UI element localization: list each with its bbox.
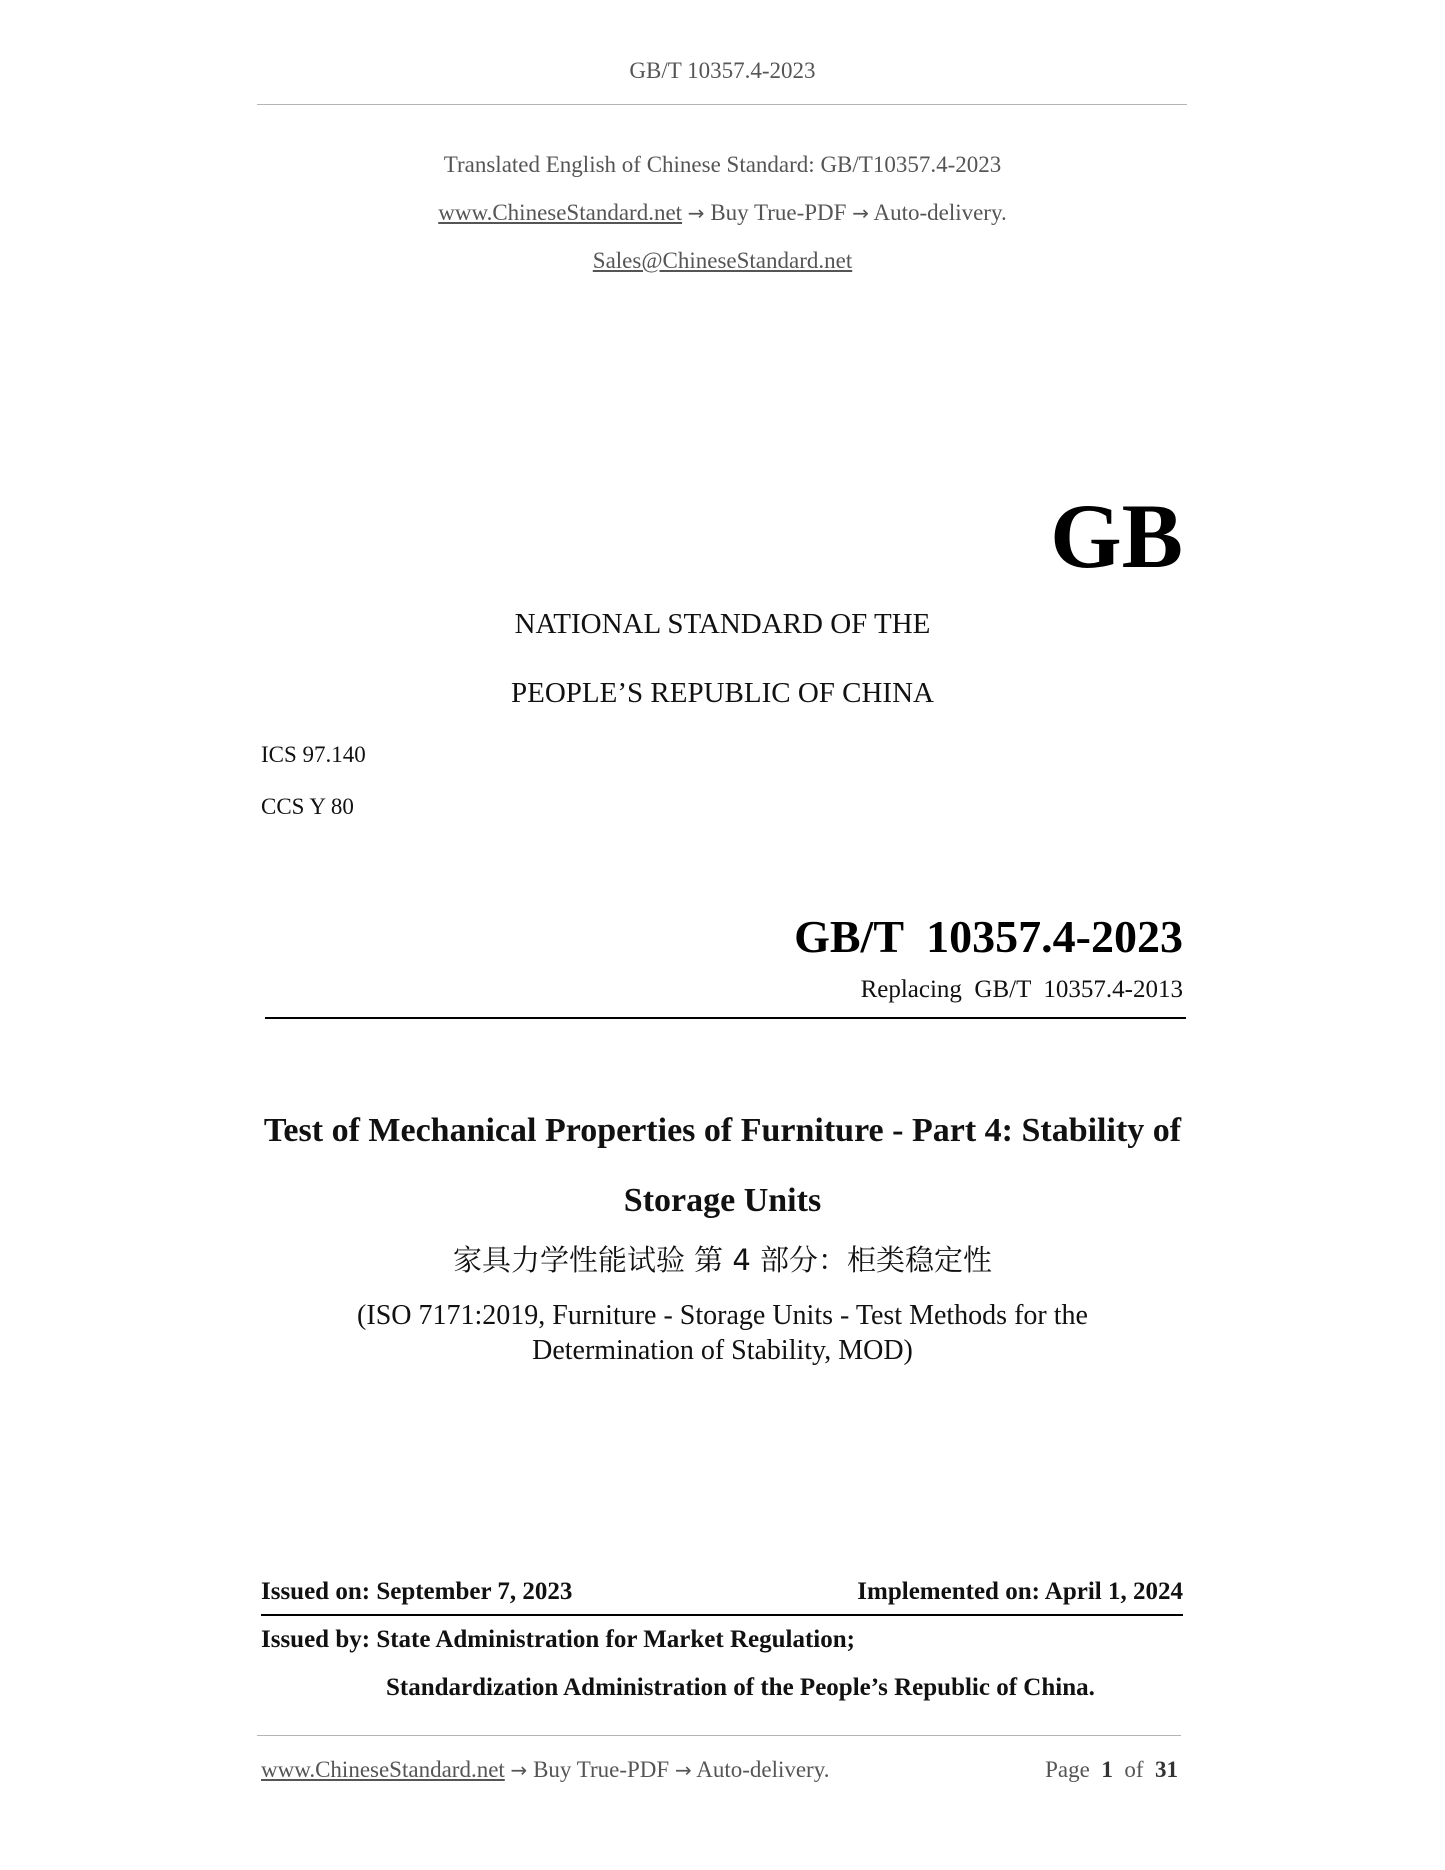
implemented-on-date: Implemented on: April 1, 2024 <box>857 1578 1183 1605</box>
arrow-right-icon: → <box>852 201 869 225</box>
ics-code: ICS 97.140 <box>261 742 366 767</box>
translation-notice: Translated English of Chinese Standard: GB/T10357.4-2023 <box>443 152 1002 177</box>
page-total: 31 <box>1155 1757 1178 1782</box>
national-standard-line: NATIONAL STANDARD OF THE <box>514 608 931 640</box>
arrow-right-icon: → <box>674 1758 692 1782</box>
ccs-code: CCS Y 80 <box>261 794 354 819</box>
issuer-line-1: Issued by: State Administration for Market Regulation; <box>261 1626 855 1653</box>
buy-true-pdf-text: Buy True-PDF <box>710 200 847 225</box>
country-line: PEOPLE’S REPUBLIC OF CHINA <box>511 677 934 709</box>
footer-buy-text: Buy True-PDF <box>533 1757 670 1782</box>
footer-divider <box>257 1735 1181 1736</box>
replacing-note: Replacing GB/T 10357.4-2013 <box>860 976 1183 1003</box>
promo-line <box>0 200 1445 226</box>
page-indicator <box>1045 1757 1178 1783</box>
standard-number-divider <box>265 1017 1186 1019</box>
running-header: GB/T 10357.4-2023 <box>629 58 816 83</box>
iso-reference: (ISO 7171:2019, Furniture - Storage Units - Test Methods for the Determination of Stability, MOD) <box>357 1300 1088 1366</box>
english-title: Test of Mechanical Properties of Furniture - Part 4: Stability of Storage Units <box>263 1112 1182 1219</box>
page-number: 1 <box>1101 1757 1113 1782</box>
footer-promo <box>261 1757 829 1783</box>
footer-site-link[interactable]: www.ChineseStandard.net <box>261 1757 505 1782</box>
chinese-title: 家具力学性能试验 第 4 部分：柜类稳定性 <box>452 1243 993 1277</box>
gb-mark: GB <box>1050 485 1183 587</box>
site-link[interactable]: www.ChineseStandard.net <box>438 200 683 225</box>
issuer-line-2: Standardization Administration of the People’s Republic of China. <box>386 1674 1095 1701</box>
page-label: Page <box>1045 1757 1090 1782</box>
standard-number: GB/T 10357.4-2023 <box>794 911 1183 962</box>
header-divider <box>257 104 1187 105</box>
arrow-right-icon: → <box>510 1758 528 1782</box>
email-line <box>0 248 1445 274</box>
issue-divider <box>261 1614 1183 1616</box>
arrow-right-icon: → <box>687 201 705 225</box>
issued-on-date: Issued on: September 7, 2023 <box>261 1578 573 1605</box>
footer-delivery-text: Auto-delivery. <box>696 1757 830 1782</box>
email-link[interactable]: Sales@ChineseStandard.net <box>592 248 853 273</box>
of-label: of <box>1124 1757 1144 1782</box>
auto-delivery-text: Auto-delivery. <box>873 200 1007 225</box>
